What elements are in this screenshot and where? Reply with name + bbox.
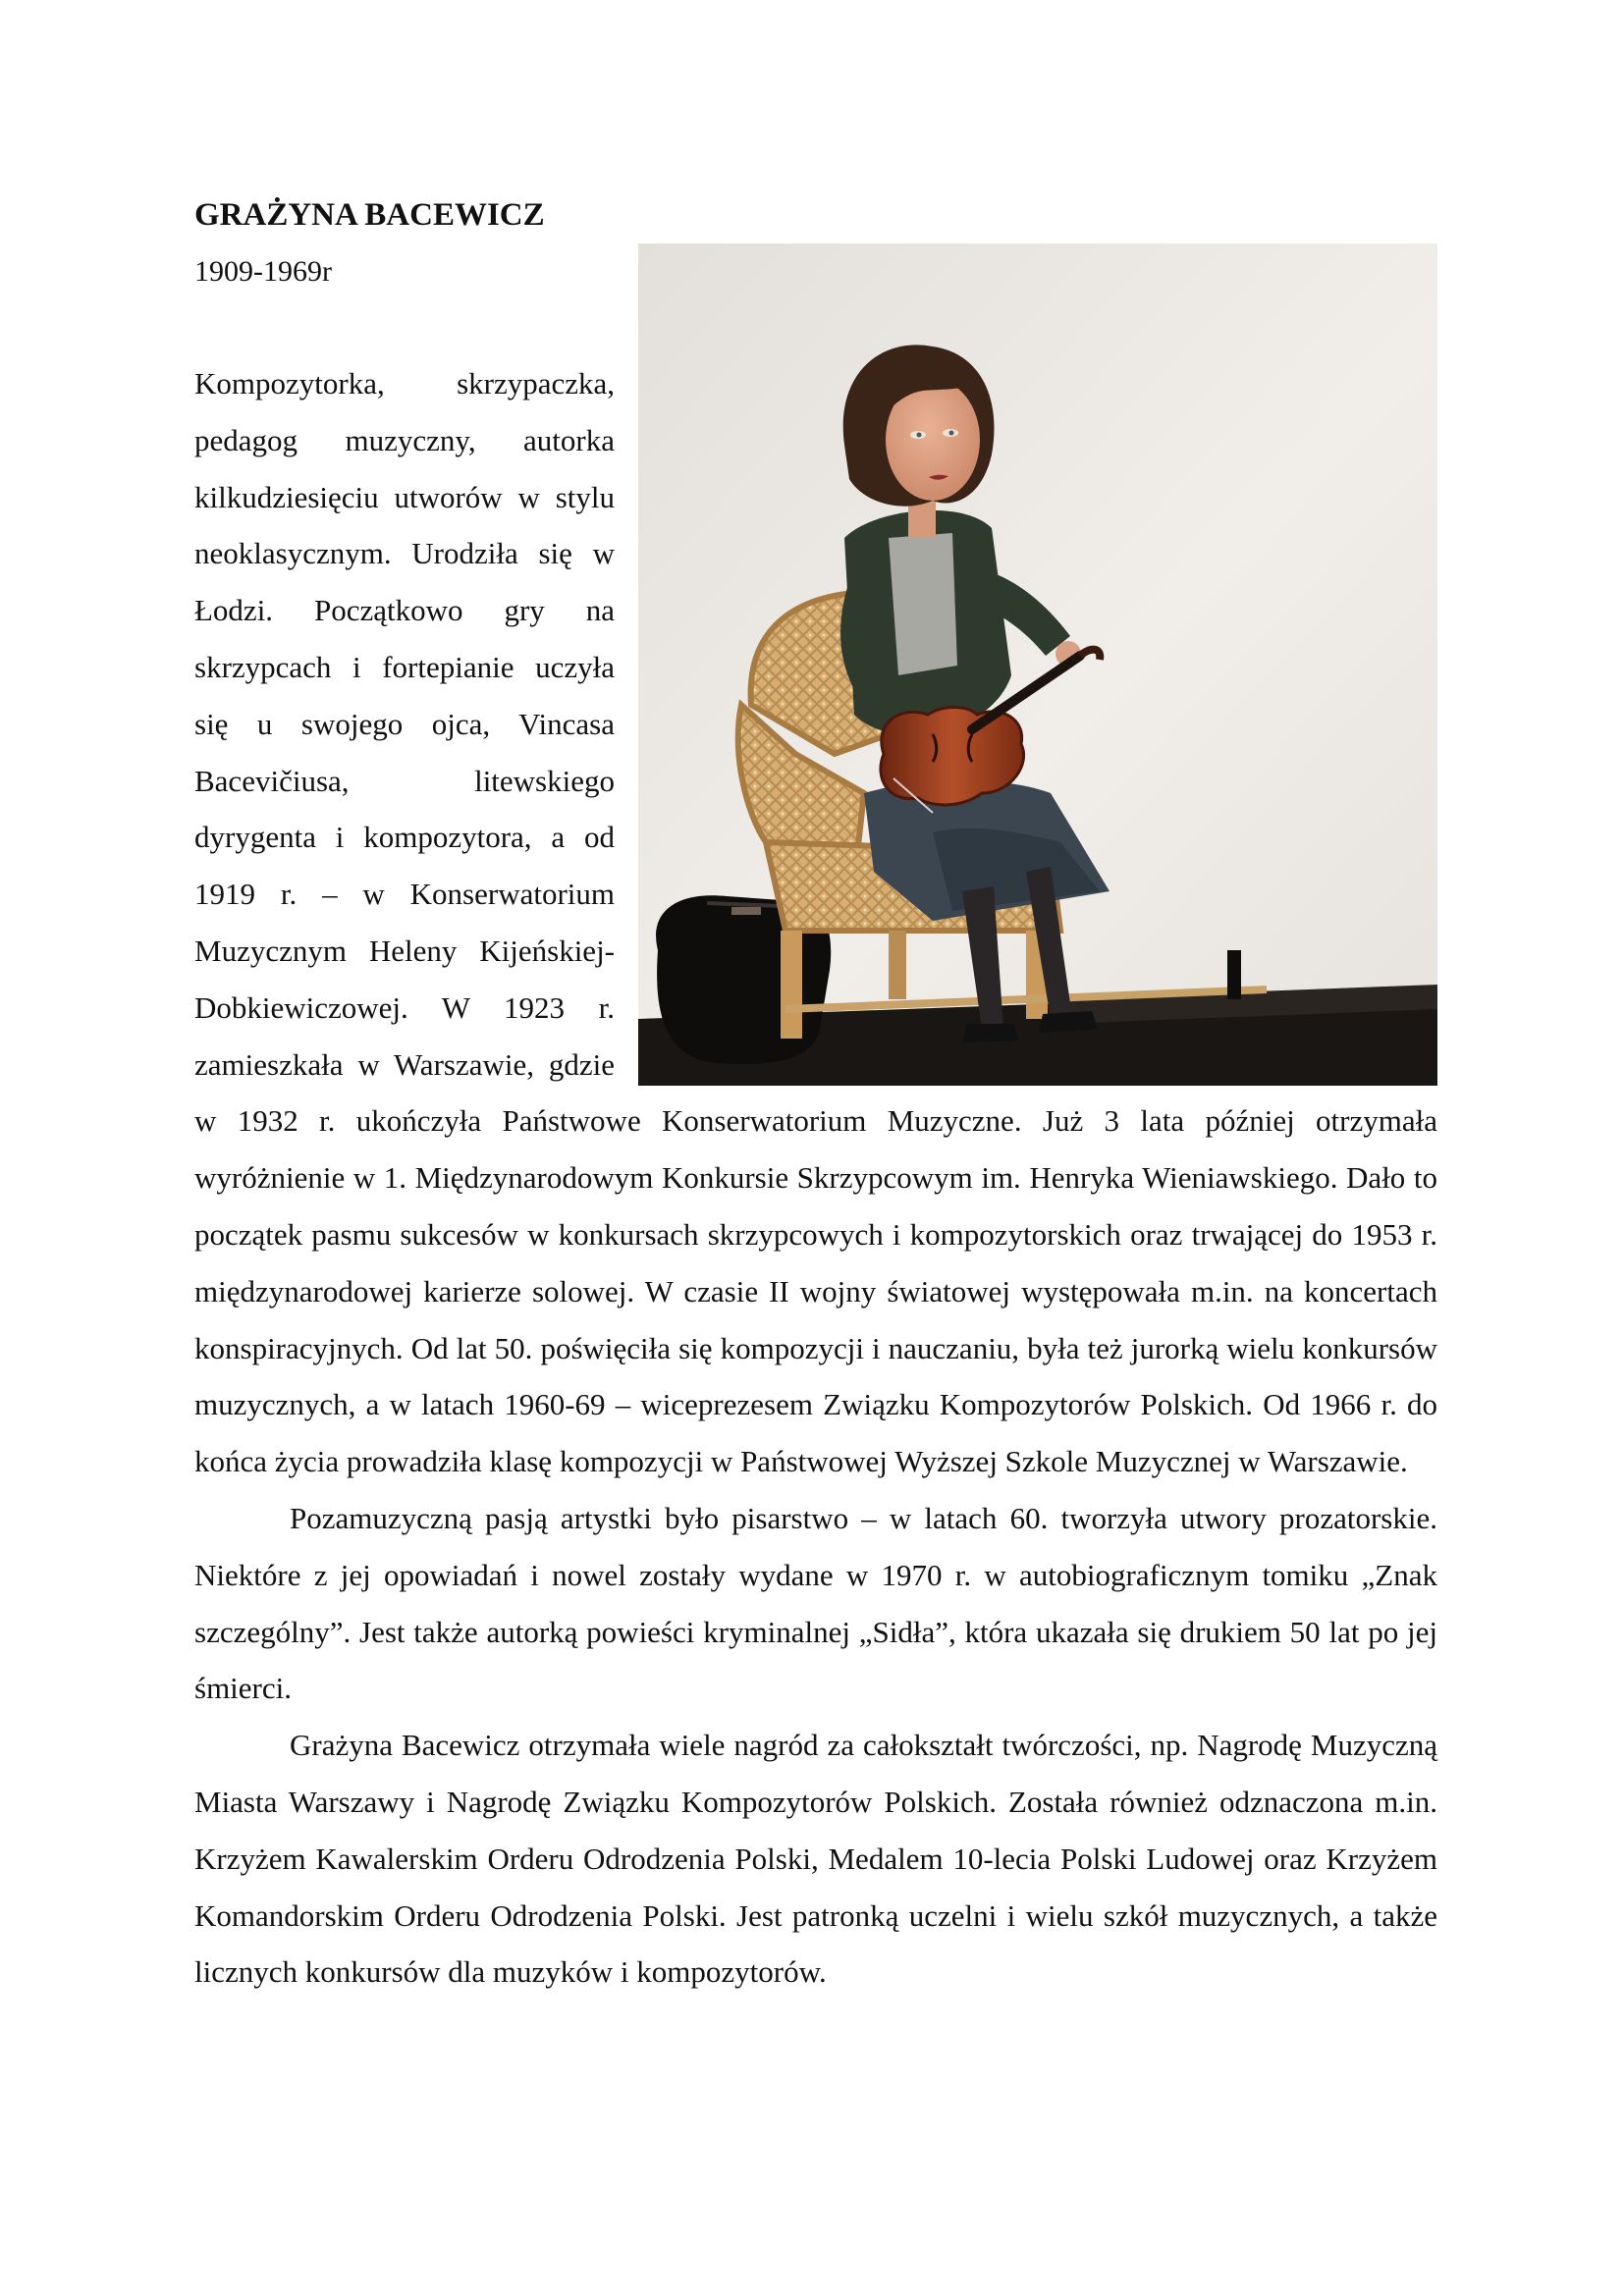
portrait-photo	[638, 243, 1437, 1086]
paragraph-writing: Pozamuzyczną pasją artystki było pisarstwo – w latach 60. tworzyła utwory prozatorskie. Niektóre z jej opowiadań i nowel zostały wydane w 1970 r. w autobiograficznym tomiku „Znak szczególny”. Jest także autorką powieści kryminalnej „Sidła”, która ukazała się drukiem 50 lat po jej śmierci.	[194, 1500, 1437, 1706]
document-title: GRAŻYNA BACEWICZ	[194, 197, 545, 233]
life-dates: 1909-1969r	[194, 255, 332, 288]
document-page	[194, 187, 1437, 2001]
paragraph-biography: Kompozytorka, skrzypaczka, pedagog muzyczny, autorka kilkudziesięciu utworów w stylu neoklasycznym. Urodziła się w Łodzi. Początkowo gry na skrzypcach i fortepianie uczyła się u swojego ojca, Vincasa Bacevičiusa, litewskiego dyrygenta i kompozytora, a od 1919 r. – w Konserwatorium Muzycznym Heleny Kijeńskiej-Dobkiewiczowej. W 1923 r. zamieszkała w Warszawie, gdzie w 1932 r. ukończyła Państwowe Konserwatorium Muzyczne. Już 3 lata później otrzymała wyróżnienie w 1. Międzynarodowym Konkursie Skrzypcowym im. Henryka Wieniawskiego. Dało to początek pasmu sukcesów w konkursach skrzypcowych i kompozytorskich oraz trwającej do 1953 r. międzynarodowej karierze solowej. W czasie II wojny światowej występowała m.in. na koncertach konspiracyjnych. Od lat 50. poświęciła się kompozycji i nauczaniu, była też jurorką wielu konkursów muzycznych, a w latach 1960-69 – wiceprezesem Związku Kompozytorów Polskich. Od 1966 r. do końca życia prowadziła klasę kompozycji w Państwowej Wyższej Szkole Muzycznej w Warszawie.	[194, 366, 1437, 1479]
paragraph-awards: Grażyna Bacewicz otrzymała wiele nagród za całokształt twórczości, np. Nagrodę Muzyczną Miasta Warszawy i Nagrodę Związku Kompozytorów Polskich. Została również odznaczona m.in. Krzyżem Kawalerskim Orderu Odrodzenia Polski, Medalem 10-lecia Polski Ludowej oraz Krzyżem Komandorskim Orderu Odrodzenia Polski. Jest patronką uczelni i wielu szkół muzycznych, a także licznych konkursów dla muzyków i kompozytorów.	[194, 1728, 1437, 1990]
